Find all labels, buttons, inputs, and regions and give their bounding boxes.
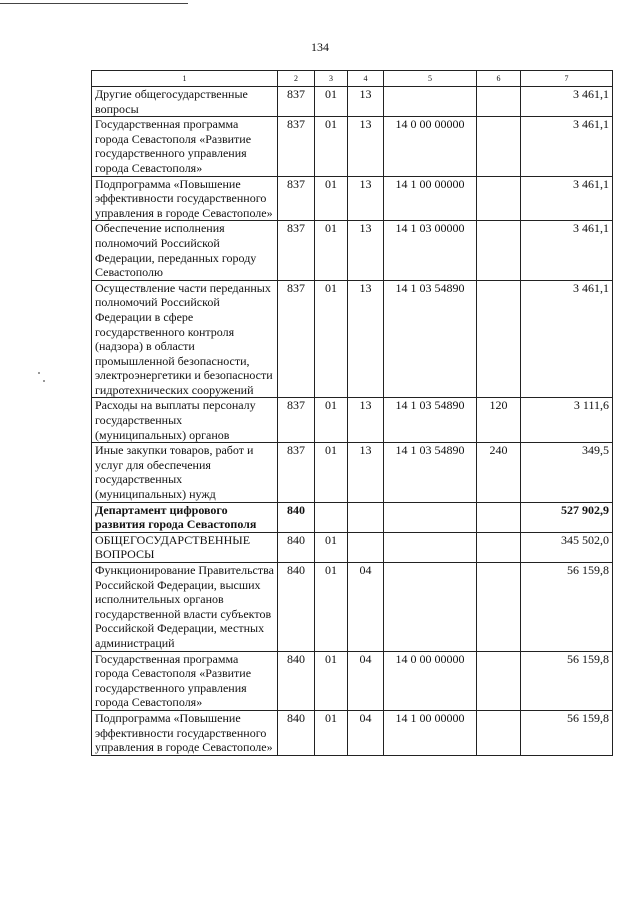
table-row xyxy=(92,280,613,398)
section-code-cell: 01 xyxy=(315,176,348,221)
subsection-code-cell: 04 xyxy=(348,563,384,652)
row-name-cell: ОБЩЕГОСУДАРСТВЕННЫЕ ВОПРОСЫ xyxy=(92,532,278,562)
expense-type-cell xyxy=(477,710,521,755)
section-code-cell: 01 xyxy=(315,221,348,280)
subsection-code-cell: 13 xyxy=(348,176,384,221)
target-article-cell: 14 1 00 00000 xyxy=(384,176,477,221)
subsection-code-cell: 13 xyxy=(348,443,384,502)
expense-type-cell xyxy=(477,563,521,652)
table-row xyxy=(92,221,613,280)
section-code-cell: 01 xyxy=(315,398,348,443)
expense-type-cell: 240 xyxy=(477,443,521,502)
column-header: 2 xyxy=(278,71,315,87)
target-article-cell: 14 1 03 00000 xyxy=(384,221,477,280)
row-name-cell: Осуществление части переданных полномочий Российской Федерации в сфере государственного контроля (надзора) в области промышленной безопасности, электроэнергетики и безопасности гидротехнических сооружений xyxy=(92,280,278,398)
amount-cell: 345 502,0 xyxy=(521,532,613,562)
page-number: 134 xyxy=(311,40,329,54)
column-header: 7 xyxy=(521,71,613,87)
subsection-code-cell: 13 xyxy=(348,87,384,117)
table-row xyxy=(92,398,613,443)
section-code-cell: 01 xyxy=(315,280,348,398)
table-row xyxy=(92,176,613,221)
expense-type-cell xyxy=(477,221,521,280)
subsection-code-cell: 04 xyxy=(348,651,384,710)
expense-type-cell xyxy=(477,87,521,117)
subsection-code-cell xyxy=(348,502,384,532)
amount-cell: 3 461,1 xyxy=(521,117,613,176)
ministry-code-cell: 837 xyxy=(278,280,315,398)
ministry-code-cell: 837 xyxy=(278,443,315,502)
target-article-cell: 14 1 03 54890 xyxy=(384,280,477,398)
target-article-cell xyxy=(384,87,477,117)
table-row xyxy=(92,563,613,652)
row-name-cell: Расходы на выплаты персоналу государственных (муниципальных) органов xyxy=(92,398,278,443)
ministry-code-cell: 840 xyxy=(278,710,315,755)
ministry-code-cell: 837 xyxy=(278,176,315,221)
section-code-cell: 01 xyxy=(315,651,348,710)
column-header: 6 xyxy=(477,71,521,87)
amount-cell: 3 111,6 xyxy=(521,398,613,443)
subsection-code-cell: 13 xyxy=(348,117,384,176)
expense-type-cell: 120 xyxy=(477,398,521,443)
amount-cell: 56 159,8 xyxy=(521,651,613,710)
table-row xyxy=(92,87,613,117)
amount-cell: 3 461,1 xyxy=(521,221,613,280)
row-name-cell: Обеспечение исполнения полномочий Российской Федерации, переданных городу Севастополю xyxy=(92,221,278,280)
top-rule xyxy=(0,3,188,4)
expense-type-cell xyxy=(477,280,521,398)
section-code-cell: 01 xyxy=(315,710,348,755)
amount-cell: 3 461,1 xyxy=(521,280,613,398)
expense-type-cell xyxy=(477,532,521,562)
table-row xyxy=(92,443,613,502)
ministry-code-cell: 837 xyxy=(278,117,315,176)
section-code-cell: 01 xyxy=(315,532,348,562)
scan-artifact xyxy=(43,380,45,382)
row-name-cell: Функционирование Правительства Российской Федерации, высших исполнительных органов государственной власти субъектов Российской Федерации, местных администраций xyxy=(92,563,278,652)
subsection-code-cell: 13 xyxy=(348,280,384,398)
amount-cell: 527 902,9 xyxy=(521,502,613,532)
subsection-code-cell: 04 xyxy=(348,710,384,755)
expense-type-cell xyxy=(477,117,521,176)
table-row xyxy=(92,502,613,532)
section-code-cell: 01 xyxy=(315,117,348,176)
target-article-cell xyxy=(384,502,477,532)
amount-cell: 349,5 xyxy=(521,443,613,502)
table-row xyxy=(92,117,613,176)
subsection-code-cell: 13 xyxy=(348,398,384,443)
target-article-cell: 14 0 00 00000 xyxy=(384,651,477,710)
target-article-cell xyxy=(384,532,477,562)
section-code-cell: 01 xyxy=(315,563,348,652)
row-name-cell: Другие общегосударственные вопросы xyxy=(92,87,278,117)
target-article-cell: 14 0 00 00000 xyxy=(384,117,477,176)
target-article-cell: 14 1 03 54890 xyxy=(384,443,477,502)
row-name-cell: Департамент цифрового развития города Севастополя xyxy=(92,502,278,532)
column-header: 1 xyxy=(92,71,278,87)
amount-cell: 3 461,1 xyxy=(521,87,613,117)
expense-type-cell xyxy=(477,502,521,532)
ministry-code-cell: 840 xyxy=(278,651,315,710)
section-code-cell: 01 xyxy=(315,443,348,502)
ministry-code-cell: 837 xyxy=(278,221,315,280)
table-row xyxy=(92,651,613,710)
budget-table xyxy=(91,70,613,756)
subsection-code-cell: 13 xyxy=(348,221,384,280)
target-article-cell: 14 1 00 00000 xyxy=(384,710,477,755)
amount-cell: 56 159,8 xyxy=(521,710,613,755)
row-name-cell: Подпрограмма «Повышение эффективности государственного управления в городе Севастополе» xyxy=(92,710,278,755)
row-name-cell: Иные закупки товаров, работ и услуг для обеспечения государственных (муниципальных) нужд xyxy=(92,443,278,502)
row-name-cell: Государственная программа города Севастополя «Развитие государственного управления города Севастополя» xyxy=(92,117,278,176)
expense-type-cell xyxy=(477,651,521,710)
amount-cell: 3 461,1 xyxy=(521,176,613,221)
row-name-cell: Государственная программа города Севастополя «Развитие государственного управления города Севастополя» xyxy=(92,651,278,710)
column-number-header xyxy=(92,71,613,87)
column-header: 3 xyxy=(315,71,348,87)
section-code-cell: 01 xyxy=(315,87,348,117)
ministry-code-cell: 840 xyxy=(278,502,315,532)
ministry-code-cell: 840 xyxy=(278,563,315,652)
row-name-cell: Подпрограмма «Повышение эффективности государственного управления в городе Севастополе» xyxy=(92,176,278,221)
column-header: 5 xyxy=(384,71,477,87)
expense-type-cell xyxy=(477,176,521,221)
subsection-code-cell xyxy=(348,532,384,562)
ministry-code-cell: 837 xyxy=(278,87,315,117)
table-row xyxy=(92,710,613,755)
ministry-code-cell: 837 xyxy=(278,398,315,443)
target-article-cell xyxy=(384,563,477,652)
target-article-cell: 14 1 03 54890 xyxy=(384,398,477,443)
ministry-code-cell: 840 xyxy=(278,532,315,562)
table-row xyxy=(92,532,613,562)
scan-artifact xyxy=(38,372,40,374)
amount-cell: 56 159,8 xyxy=(521,563,613,652)
column-header: 4 xyxy=(348,71,384,87)
section-code-cell xyxy=(315,502,348,532)
